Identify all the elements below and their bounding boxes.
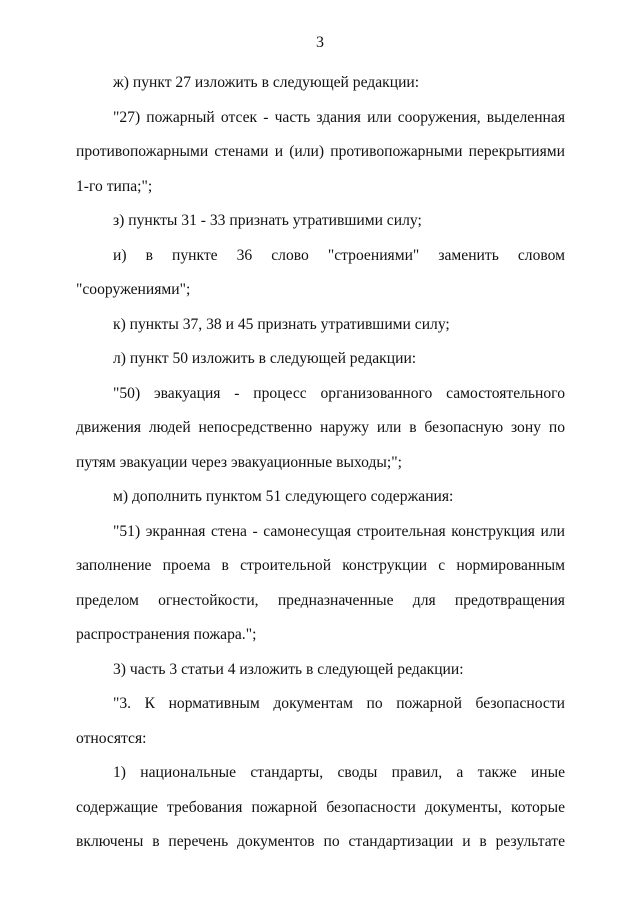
paragraph-national-standards: 1) национальные стандарты, своды правил, а также иные содержащие требования пожарной безопасности документы, которые включены в перечень документов по стандартизации и в результате <box>76 764 565 850</box>
paragraph-normative-documents: "3. К нормативным документам по пожарной безопасности относятся: <box>76 695 565 747</box>
paragraph-evacuation-definition: "50) эвакуация - процесс организованного самостоятельного движения людей непосредственно наружу или в безопасную зону по путям эвакуации через эвакуационные выходы;"; <box>76 384 565 471</box>
paragraph-item-z: з) пункты 31 - 33 признать утратившими силу; <box>113 212 422 229</box>
paragraph-screen-wall-definition: "51) экранная стена - самонесущая строительная конструкция или заполнение проема в строительной конструкции с нормированным пределом огнестойкости, предназначенные для предотвращения распространения пожара."; <box>76 522 565 643</box>
paragraph-item-m: м) дополнить пунктом 51 следующего содержания: <box>113 488 454 505</box>
paragraph-item-k: к) пункты 37, 38 и 45 признать утратившими силу; <box>113 315 450 333</box>
paragraph-item-l: л) пункт 50 изложить в следующей редакции: <box>113 350 417 367</box>
paragraph-item-zh: ж) пункт 27 изложить в следующей редакции: <box>113 74 420 91</box>
document-body <box>76 66 565 860</box>
paragraph-fire-compartment-definition: "27) пожарный отсек - часть здания или сооружения, выделенная противопожарными стенами и (или) противопожарными перекрытиями 1-го типа;"; <box>76 108 565 195</box>
paragraph-item-i: и) в пункте 36 слово "строениями" заменить словом "сооружениями"; <box>76 246 565 298</box>
page-number: 3 <box>316 34 324 51</box>
paragraph-item-3: 3) часть 3 статьи 4 изложить в следующей редакции: <box>113 660 464 678</box>
